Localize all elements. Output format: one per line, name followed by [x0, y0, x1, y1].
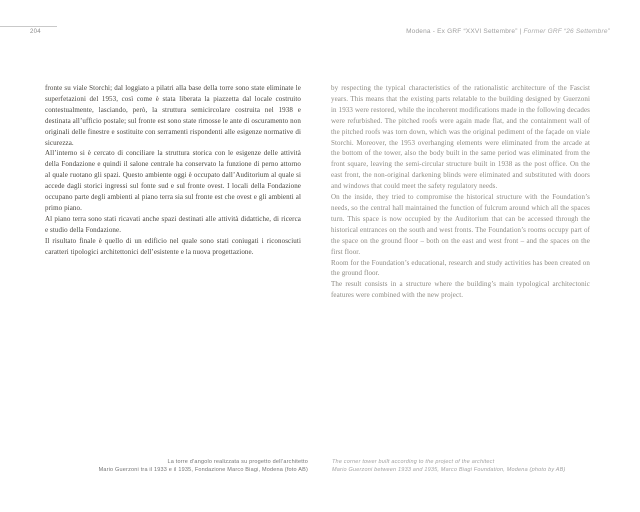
english-paragraph: The result consists in a structure where the building’s main typological architectonic features were combined with the new project.: [331, 280, 590, 300]
caption-english-line1: The corner tower built according to the project of the architect: [332, 459, 495, 465]
english-paragraph: On the inside, they tried to compromise the historical structure with the Foundation’s needs, so the central hall maintained the function of fulcrum around which all the spaces turn. This space is now occupied by the Auditorium that can be accessed through the historical entrances on the south and west fronts. The Foundation’s rooms occupy part of the space on the ground floor – both on the east and west front – and the spaces on the first floor.: [331, 193, 590, 256]
caption-english: [332, 458, 594, 474]
running-header: [406, 28, 610, 35]
page-number-rule: [0, 26, 57, 27]
italian-paragraph: Il risultato finale è quello di un edificio nel quale sono stati coniugati i riconosciuti caratteri tipologici architettonici dell’esistente e la nuova progettazione.: [45, 236, 301, 256]
italian-text-column: [45, 83, 301, 258]
caption-italian-line1: La torre d’angolo realizzata su progetto dell’architetto: [167, 459, 308, 465]
header-title-italian: Modena - Ex GRF “XXVI Settembre” |: [406, 28, 524, 35]
english-paragraph: Room for the Foundation’s educational, research and study activities has been created on the ground floor.: [331, 258, 590, 278]
english-paragraph: by respecting the typical characteristics of the rationalistic architecture of the Fascist years. This means that the existing parts relatable to the building designed by Guerzoni in 1933 were restored, while the incoherent modifications made in the following decades were refurbished. The pitched roofs were again made flat, and the containment wall of the pitched roofs was torn down, which was the original pediment of the façade on viale Storchi. Moreover, the 1953 overhanging elements were eliminated from the arcade at the bottom of the tower, also the body built in the same period was eliminated from the front square, leaving the semi-circular structure built in 1938 as the post office. On the east front, the non-original darkening blinds were eliminated and substituted with doors and windows that could meet the safety regulatory needs.: [331, 84, 590, 191]
caption-italian-line2: Mario Guerzoni tra il 1933 e il 1935, Fondazione Marco Biagi, Modena (foto AB): [98, 467, 308, 473]
italian-paragraph: fronte su viale Storchi; dal loggiato a pilatri alla base della torre sono state eliminate le superfetazioni del 1953, così come è stata liberata la piazzetta dal locale costruito contestualmente, lasciando, però, la struttura semicircolare costruita nel 1938 e destinata all’ufficio postale; sul fronte est sono state rimosse le ante di oscuramento non originali delle finestre e sostituite con serramenti rispondenti alle esigenze normative di sicurezza.: [45, 84, 301, 147]
page-number: 204: [30, 29, 41, 35]
english-text-column: [331, 83, 590, 301]
header-title-english: Former GRF “26 Settembre”: [523, 28, 610, 35]
caption-english-line2: Mario Guerzoni between 1933 and 1935, Marco Biagi Foundation, Modena (photo by AB): [332, 467, 566, 473]
italian-paragraph: Al piano terra sono stati ricavati anche spazi destinati alle attività didattiche, di ricerca e studio della Fondazione.: [45, 214, 301, 234]
italian-paragraph: All’interno si è cercato di conciliare la struttura storica con le esigenze delle attività della Fondazione e quindi il salone centrale ha conservato la funzione di perno attorno al quale ruotano gli spazi. Questo ambiente oggi è occupato dall’Auditorium al quale si accede dagli storici ingressi sul fonte sud e sul fronte ovest. I locali della Fondazione occupano parte degli ambienti al piano terra sia sul fronte est che ovest e gli ambienti al primo piano.: [45, 149, 301, 212]
caption-italian: [45, 458, 308, 474]
